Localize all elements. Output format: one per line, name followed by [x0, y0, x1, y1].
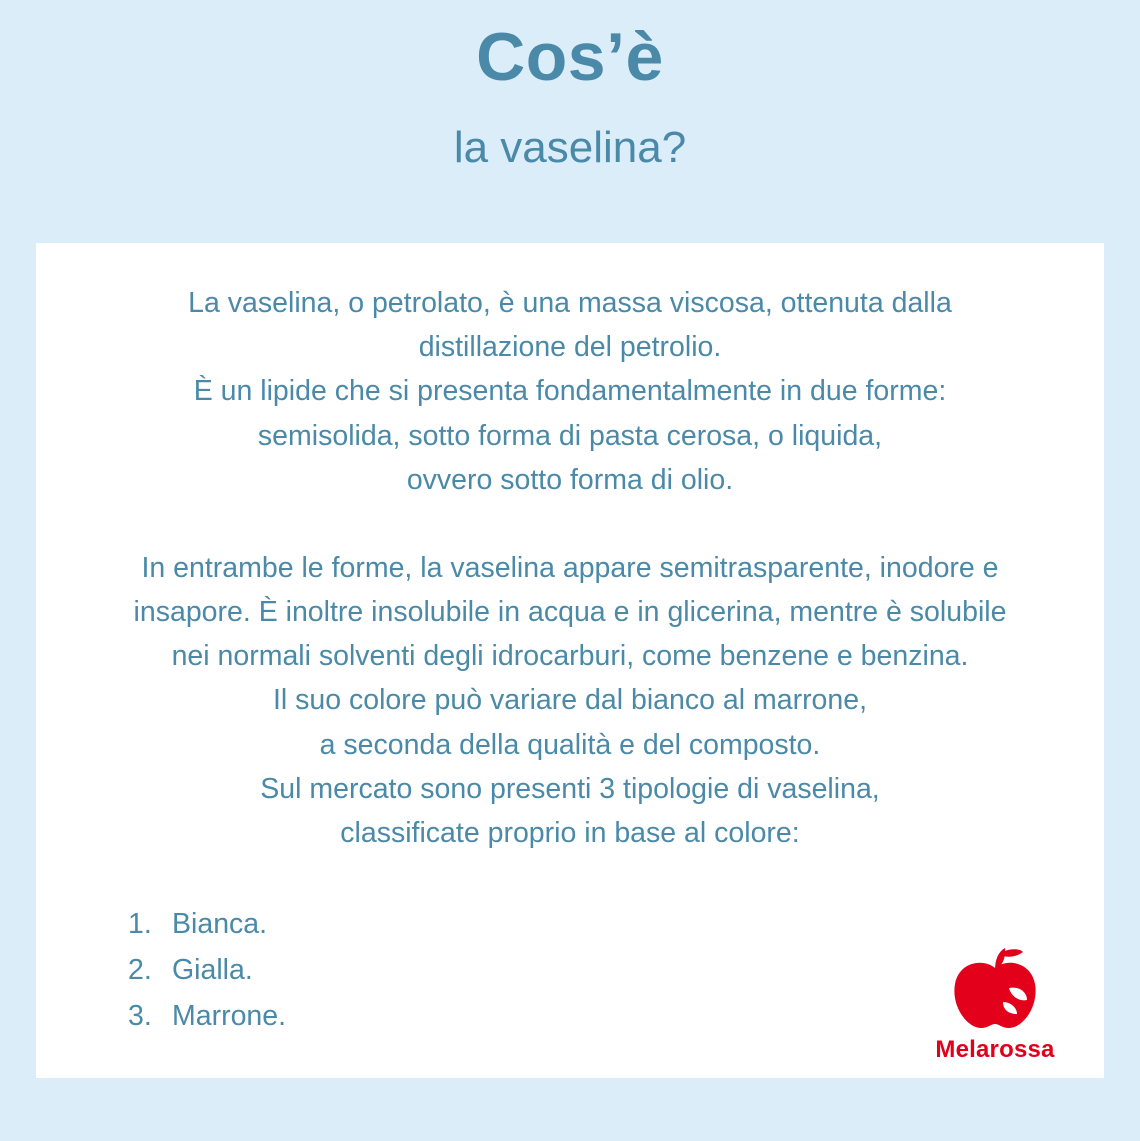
brand-logo — [920, 948, 1070, 1064]
paragraph-line: Sul mercato sono presenti 3 tipologie di vaselina, — [260, 772, 880, 805]
paragraph-line: È un lipide che si presenta fondamentalmente in due forme: — [193, 375, 947, 408]
paragraph-line: insapore. È inoltre insolubile in acqua e in glicerina, mentre è solubile — [133, 596, 1007, 629]
list-item-number: 1. — [128, 908, 152, 941]
paragraph-line: classificate proprio in base al colore: — [340, 816, 800, 849]
brand-name: Melarossa — [935, 1036, 1055, 1063]
list-item-label: Gialla. — [172, 954, 253, 987]
page-subtitle: la vaselina? — [453, 123, 687, 173]
paragraph-line: La vaselina, o petrolato, è una massa viscosa, ottenuta dalla — [188, 287, 952, 319]
header — [0, 0, 1140, 175]
page-title: Cos’è — [476, 19, 664, 95]
list-item — [128, 901, 1104, 947]
paragraph-line: semisolida, sotto forma di pasta cerosa, o liquida, — [257, 419, 883, 452]
list-item-label: Bianca. — [172, 908, 268, 941]
paragraph-line: Il suo colore può variare dal bianco al marrone, — [272, 684, 868, 717]
paragraph-line: nei normali solventi degli idrocarburi, come benzene e benzina. — [171, 640, 969, 673]
apple-icon — [920, 948, 1070, 1032]
paragraph-line: In entrambe le forme, la vaselina appare semitrasparente, inodore e — [141, 551, 999, 584]
paragraph-definition — [36, 243, 1104, 502]
list-item-number: 3. — [128, 1000, 152, 1033]
paragraph-properties — [36, 502, 1104, 855]
paragraph-line: a seconda della qualità e del composto. — [319, 728, 821, 761]
paragraph-line: ovvero sotto forma di olio. — [406, 463, 734, 496]
list-item-number: 2. — [128, 954, 152, 987]
paragraph-line: distillazione del petrolio. — [418, 331, 722, 364]
list-item-label: Marrone. — [172, 1000, 287, 1033]
content-card — [36, 243, 1104, 1078]
